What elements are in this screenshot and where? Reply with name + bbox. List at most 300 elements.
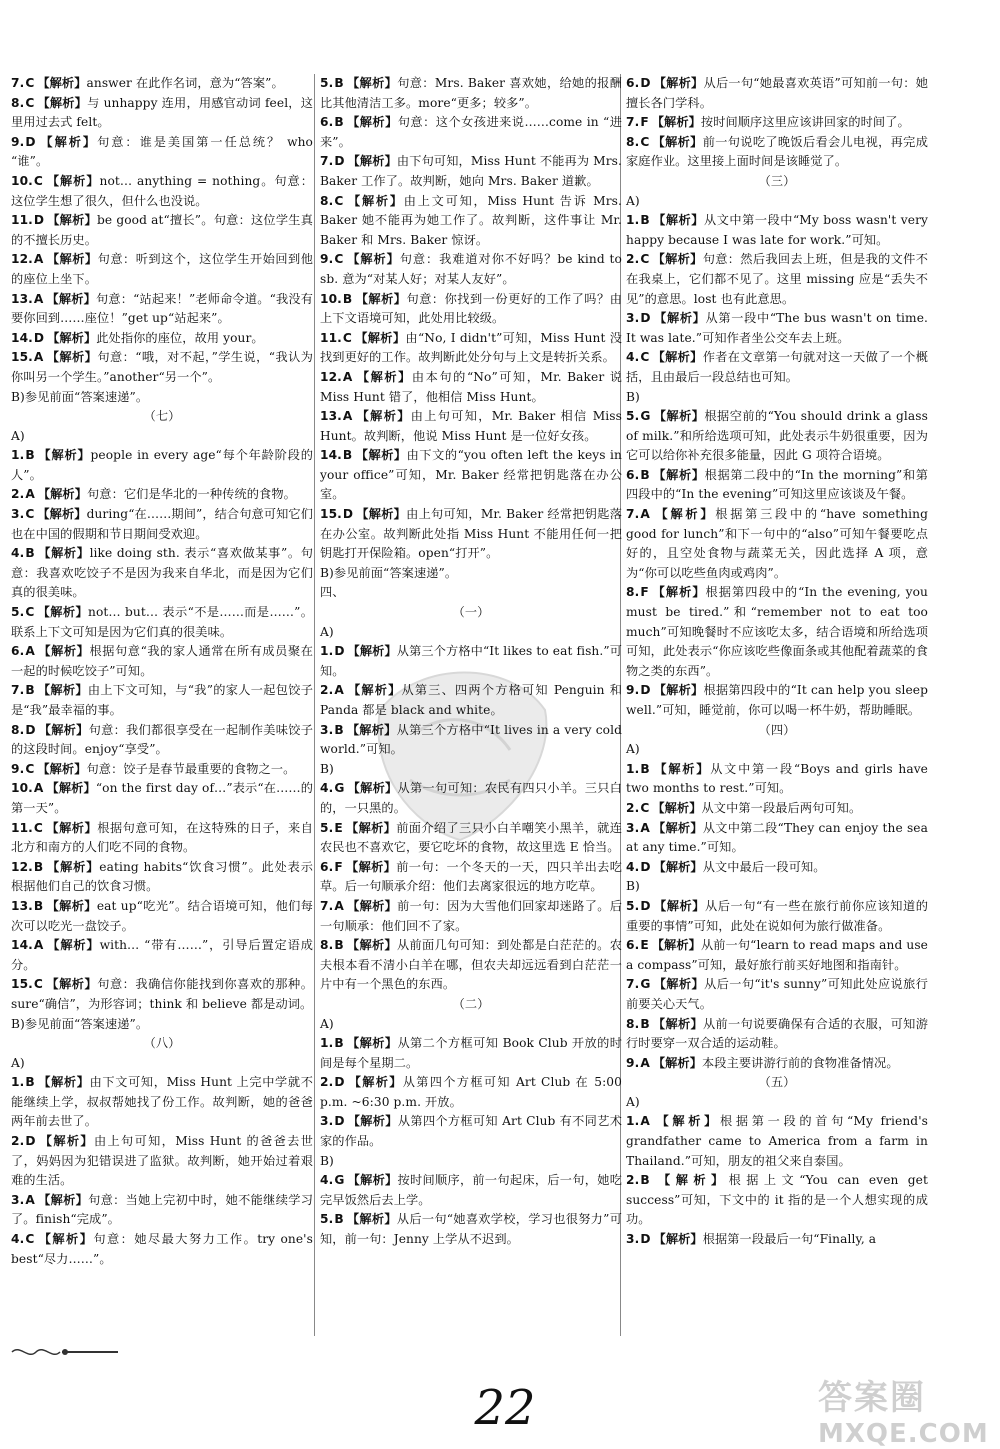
question-number: 3.: [626, 311, 640, 326]
answer-item: [11, 290, 313, 329]
answer-item: [320, 779, 622, 818]
subsection-label: 四、: [320, 585, 345, 600]
question-number: 2.: [626, 800, 640, 815]
answer-item: [626, 466, 928, 505]
answer-item: [11, 505, 313, 544]
question-number: 8.: [626, 134, 640, 149]
analysis-tag: 【解析】: [652, 800, 702, 815]
answer-letter: F: [334, 859, 343, 874]
analysis-text: 前一句说吃了晚饭后看会儿电视，再完成家庭作业。这里接上面时间是该睡觉了。: [626, 134, 928, 169]
question-number: 3.: [626, 1232, 640, 1247]
question-number: 6.: [626, 467, 640, 482]
answer-item: [11, 681, 313, 720]
answer-item: [11, 721, 313, 760]
question-number: 13.: [11, 898, 33, 913]
analysis-tag: 【解析】: [651, 115, 701, 130]
analysis-text: 根据句意可知，在这特殊的日子，来自北方和南方的人们吃不同的食物。: [11, 820, 313, 855]
answer-item: [11, 897, 313, 936]
analysis-text: 句意：饺子是春节最重要的食物之一。: [86, 761, 296, 776]
answer-letter: A: [33, 350, 44, 365]
answer-letter: D: [342, 507, 354, 522]
answer-letter: B: [33, 898, 44, 913]
analysis-text: 句意：我难道对你不好吗？be kind to sb. 意为“对某人好；对某人友好”。: [320, 252, 622, 286]
analysis-text: 根据第四段中的“It can help you sleep well.”可知，睡觉前，你可以喝一杯牛奶，帮助睡眠。: [626, 683, 928, 717]
analysis-tag: 【解析】: [346, 722, 397, 737]
answer-letter: A: [640, 820, 650, 835]
answer-item: [626, 799, 928, 819]
answer-letter: C: [640, 350, 650, 365]
question-number: 7.: [626, 115, 640, 130]
question-number: 7.: [11, 683, 25, 698]
question-number: 3.: [11, 507, 25, 522]
answer-item: [11, 819, 313, 858]
analysis-tag: 【解析】: [345, 859, 397, 874]
answer-letter: A: [640, 1114, 650, 1129]
answer-letter: C: [334, 193, 344, 208]
question-number: 1.: [320, 1036, 334, 1051]
answer-item: [320, 642, 622, 681]
answer-item: [626, 74, 928, 113]
analysis-text: 句意：她尽最大努力工作。try one's best“尽力……”。: [11, 1232, 313, 1266]
subsection-label: B): [626, 389, 640, 404]
answer-item: [626, 309, 928, 348]
answer-letter: D: [334, 1075, 345, 1090]
answer-item: [11, 975, 313, 1014]
answer-letter: C: [640, 800, 650, 815]
analysis-tag: 【解析】: [651, 938, 701, 953]
analysis-text: 根据第二段中的“In the morning”和第四段中的“In the evening”可知这里应该谈及午餐。: [626, 467, 928, 502]
analysis-text: 由上句可知，Miss Hunt 的爸爸去世了，妈妈因为犯错误进了监狱。故判断，她开始过着艰难的生活。: [11, 1134, 313, 1188]
subsection-label: B)参见前面“答案速递”。: [320, 565, 458, 580]
analysis-text: eating habits“饮食习惯”。此处表示根据他们自己的饮食习惯。: [11, 859, 313, 894]
answer-item: [11, 1230, 313, 1269]
answer-item: [11, 1073, 313, 1132]
analysis-text: 从第一句可知：农民有四只小羊。三只白的，一只黑的。: [320, 781, 622, 815]
question-number: 8.: [11, 95, 25, 110]
analysis-text: 由上句可知，Mr. Baker 相信 Miss Hunt。故判断，他说 Miss Hunt 是一位好女孩。: [320, 409, 622, 443]
section-heading: （三）: [758, 173, 796, 188]
subsection-label: A): [320, 624, 334, 639]
answer-item: [11, 858, 313, 897]
analysis-text: 由下句可知，Miss Hunt 不能再为 Mrs. Baker 工作了。故判断，她向 Mrs. Baker 道歉。: [320, 154, 622, 188]
analysis-tag: 【解析】: [37, 761, 87, 776]
answer-letter: C: [342, 330, 352, 345]
decorative-flourish-icon: [10, 1344, 120, 1360]
answer-letter: C: [25, 605, 35, 620]
question-number: 9.: [11, 134, 25, 149]
analysis-tag: 【解析】: [38, 134, 98, 149]
analysis-tag: 【解析】: [37, 546, 90, 561]
analysis-tag: 【解析】: [653, 1232, 703, 1247]
question-number: 4.: [626, 859, 640, 874]
question-number: 3.: [320, 1114, 334, 1129]
analysis-text: 根据第一段的首句“My friend's grandfather came to America from a farm in Thailand.”可知，朋友的祖父来自泰国。: [626, 1114, 928, 1168]
analysis-text: 从第三个方格中“It lives in a very cold world.”可知。: [320, 722, 623, 757]
analysis-tag: 【解析】: [345, 820, 397, 835]
analysis-tag: 【解析】: [346, 76, 398, 90]
analysis-tag: 【解析】: [347, 1114, 398, 1129]
answer-letter: D: [33, 213, 45, 228]
analysis-tag: 【解析】: [37, 1075, 90, 1090]
analysis-tag: 【解析】: [346, 193, 404, 208]
analysis-text: 根据空前的“You should drink a glass of milk.”和所给选项可知，此处表示牛奶很重要，因为它可以给你补充很多能量，因此 G 项符合语境。: [626, 409, 929, 463]
question-number: 8.: [320, 938, 334, 953]
subsection-label: A): [626, 1094, 640, 1109]
answer-item: [320, 74, 622, 113]
answer-item: [320, 446, 622, 505]
answer-letter: D: [640, 76, 651, 90]
answer-letter: B: [25, 546, 35, 561]
question-number: 5.: [626, 898, 640, 913]
analysis-text: like doing sth. 表示“喜欢做某事”。句意：我喜欢吃饺子不是因为我来自华北，而是因为它们真的很美味。: [11, 546, 313, 600]
analysis-tag: 【解析】: [653, 898, 705, 913]
question-number: 1.: [320, 644, 334, 659]
analysis-text: 从文中第一段“Boys and girls have two months to rest.”可知。: [626, 761, 928, 796]
answer-item: [320, 681, 622, 720]
analysis-tag: 【解析】: [652, 252, 703, 267]
answer-item: [11, 250, 313, 289]
answer-letter: B: [25, 448, 35, 463]
analysis-tag: 【解析】: [653, 409, 705, 424]
analysis-tag: 【解析】: [346, 683, 402, 698]
answer-item: [626, 760, 928, 799]
answer-letter: B: [334, 1212, 344, 1227]
answer-item: [626, 858, 928, 878]
analysis-tag: 【解析】: [45, 820, 98, 835]
analysis-tag: 【解析】: [37, 1192, 89, 1207]
answer-item: [320, 897, 622, 936]
question-number: 14.: [11, 938, 33, 953]
answer-letter: B: [334, 1036, 344, 1051]
answer-letter: D: [640, 1232, 651, 1247]
analysis-text: “on the first day of…”表示“在……的第一天”。: [11, 781, 313, 815]
section-heading: （八）: [143, 1036, 181, 1051]
analysis-tag: 【解析】: [346, 115, 398, 130]
answer-item: [320, 858, 622, 897]
analysis-text: 由上下文可知，与“我”的家人一起包饺子是“我”最幸福的事。: [11, 683, 313, 717]
analysis-tag: 【解析】: [355, 409, 411, 424]
answer-letter: B: [640, 1173, 650, 1188]
question-number: 2.: [11, 1134, 25, 1149]
answer-letter: F: [640, 115, 649, 130]
answer-letter: A: [334, 898, 344, 913]
question-number: 3.: [626, 820, 640, 835]
answer-letter: D: [334, 1114, 345, 1129]
answer-letter: C: [25, 761, 35, 776]
question-number: 2.: [626, 252, 640, 267]
analysis-text: 句意：我们都很享受在一起制作美味饺子的这段时间。enjoy“享受”。: [11, 722, 313, 757]
answer-item: [11, 779, 313, 818]
answer-letter: B: [334, 722, 344, 737]
analysis-tag: 【解析】: [347, 154, 397, 169]
subsection-label: A): [626, 193, 640, 208]
answer-column-left: [11, 74, 313, 1269]
question-number: 7.: [626, 977, 640, 992]
question-number: 9.: [626, 683, 640, 698]
answer-letter: F: [640, 585, 649, 600]
question-number: 6.: [626, 76, 640, 90]
answer-letter: G: [640, 409, 651, 424]
question-number: 11.: [11, 213, 33, 228]
answer-letter: G: [334, 1173, 345, 1188]
question-number: 1.: [626, 761, 640, 776]
answer-item: [626, 505, 928, 583]
question-number: 8.: [626, 585, 640, 600]
analysis-tag: 【解析】: [652, 213, 704, 228]
question-number: 5.: [626, 409, 640, 424]
subsection-label: A): [11, 1055, 25, 1070]
analysis-tag: 【解析】: [652, 1055, 703, 1070]
analysis-tag: 【解析】: [653, 977, 705, 992]
question-number: 6.: [320, 859, 334, 874]
answer-item: [626, 1230, 928, 1250]
question-number: 9.: [11, 761, 25, 776]
question-number: 10.: [11, 173, 33, 188]
answer-item: [320, 329, 622, 368]
answer-letter: C: [33, 173, 43, 188]
answer-letter: B: [640, 761, 650, 776]
answer-item: [11, 1132, 313, 1191]
answer-letter: A: [342, 369, 353, 384]
question-number: 4.: [626, 350, 640, 365]
question-number: 9.: [320, 252, 334, 267]
analysis-text: 根据第三段中的“have something good for lunch”和下一句中的“also”可知午餐要吃点好的，且空处食物与蔬菜无关，因此选择 A 项，意为“你可以吃些鱼肉或鸡肉”。: [626, 507, 928, 580]
subsection-label: B): [626, 879, 640, 894]
subsection-label: B)参见前面“答案速递”。: [11, 1016, 149, 1031]
answer-letter: B: [640, 1016, 650, 1031]
analysis-text: 从第四个方框可知 Art Club 在 5:00 p.m. ~6:30 p.m. 开放。: [320, 1075, 622, 1109]
answer-letter: D: [33, 330, 45, 345]
answer-column-middle: [320, 74, 622, 1250]
subsection-label: A): [320, 1016, 334, 1031]
question-number: 5.: [320, 1212, 334, 1227]
analysis-text: 句意：当她上完初中时，她不能继续学习了。finish“完成”。: [11, 1192, 313, 1227]
question-number: 10.: [320, 291, 342, 306]
answer-letter: A: [334, 683, 344, 698]
answer-item: [626, 936, 928, 975]
analysis-text: 此处指你的座位，故用 your。: [96, 330, 264, 345]
subsection-label: A): [11, 428, 25, 443]
analysis-text: 根据上文“You can even get success”可知，下文中的 it 指的是一个人想实现的成功。: [626, 1173, 928, 1227]
answer-item: [11, 446, 313, 485]
analysis-text: 由“No, I didn't”可知，Miss Hunt 没找到更好的工作。故判断此处分句与上文是转折关系。: [320, 330, 622, 365]
analysis-text: not… anything = nothing。句意：这位学生想了很久，但什么也没说。: [11, 173, 313, 208]
analysis-text: 句意：听到这个，这位学生开始回到他的座位上坐下。: [11, 252, 314, 286]
answer-item: [11, 74, 313, 94]
analysis-text: 句意：然后我回去上班，但是我的文件不在我桌上，它们都不见了。这里 missing 应是“丢失不见”的意思。lost 也有此意思。: [626, 252, 928, 306]
answer-item: [11, 211, 313, 250]
analysis-tag: 【解析】: [354, 330, 406, 345]
watermark-url: MXQE.COM: [818, 1419, 989, 1449]
analysis-tag: 【解析】: [652, 134, 703, 149]
answer-item: [626, 583, 928, 681]
answer-item: [11, 94, 313, 133]
answer-item: [320, 721, 622, 760]
analysis-text: 句意：我确信你能找到你喜欢的那种。sure“确信”，为形容词；think 和 believe 都是动词。: [11, 977, 313, 1011]
question-number: 4.: [320, 1173, 334, 1188]
analysis-text: 从前面几句可知：到处都是白茫茫的。农夫根本看不清小白羊在哪，但农夫却远远看到白茫茫一片中有一个黑色的东西。: [320, 938, 622, 992]
answer-letter: B: [640, 213, 650, 228]
analysis-text: 前面介绍了三只小白羊嘲笑小黑羊，就连农民也不喜欢它，要它吃坏的食物，故这里选 E 恰当。: [320, 820, 622, 855]
section-heading: （二）: [452, 996, 490, 1011]
analysis-tag: 【解析】: [37, 683, 88, 698]
analysis-tag: 【解析】: [652, 467, 705, 482]
answer-letter: A: [25, 644, 35, 659]
question-number: 8.: [626, 1016, 640, 1031]
analysis-tag: 【解析】: [46, 859, 100, 874]
analysis-tag: 【解析】: [653, 76, 704, 90]
answer-letter: B: [334, 115, 344, 130]
answer-item: [626, 819, 928, 858]
question-number: 15.: [11, 977, 33, 992]
analysis-text: 从第二个方框可知 Book Club 开放的时间是每个星期二。: [320, 1036, 622, 1070]
question-number: 2.: [320, 683, 334, 698]
question-number: 9.: [626, 1055, 640, 1070]
analysis-tag: 【解析】: [347, 1075, 403, 1090]
question-number: 11.: [11, 820, 33, 835]
analysis-tag: 【解析】: [346, 1212, 397, 1227]
analysis-tag: 【解析】: [38, 1134, 94, 1149]
answer-item: [11, 348, 313, 387]
answer-letter: C: [33, 977, 43, 992]
answer-item: [320, 505, 622, 564]
analysis-tag: 【解析】: [356, 507, 407, 522]
analysis-tag: 【解析】: [355, 291, 407, 306]
answer-letter: D: [334, 154, 345, 169]
analysis-text: 根据第一段最后一句“Finally, a: [702, 1232, 877, 1247]
subsection-label: B): [320, 1153, 334, 1168]
analysis-text: 由上句可知，Mr. Baker 经常把钥匙落在办公室。故判断此处指 Miss Hunt 不能用任何一把钥匙打开保险箱。open“打开”。: [320, 507, 622, 561]
analysis-text: 从后一句“it's sunny”可知此处应说旅行前要关心天气。: [626, 977, 928, 1011]
answer-item: [11, 936, 313, 975]
answer-letter: D: [640, 311, 651, 326]
analysis-text: 根据第四段中的“In the evening, you must be tired.”和“remember not to eat too much”可知晚餐时不应该吃太多，结合语境和所给选项可知，此处表示“你应该吃些像面条或其他配着蔬菜的食物之类的东西”。: [626, 585, 928, 678]
analysis-tag: 【解析】: [347, 644, 397, 659]
answer-item: [320, 1112, 622, 1151]
question-number: 8.: [320, 193, 334, 208]
answer-letter: C: [25, 507, 35, 522]
analysis-tag: 【解析】: [652, 350, 703, 365]
answer-column-right: [626, 74, 928, 1250]
analysis-text: 本段主要讲游行前的食物准备情况。: [702, 1055, 899, 1070]
answer-item: [11, 603, 313, 642]
question-number: 3.: [320, 722, 334, 737]
analysis-text: 从文中第二段“They can enjoy the sea at any time.”可知。: [626, 820, 928, 855]
analysis-text: 从第一段中“The bus wasn't on time. It was late.”可知作者坐公交车去上班。: [626, 311, 928, 345]
analysis-tag: 【解析】: [346, 1036, 398, 1051]
answer-item: [11, 760, 313, 780]
analysis-tag: 【解析】: [355, 369, 412, 384]
analysis-text: 从第三个方格中“It likes to eat fish.”可知。: [320, 644, 622, 678]
analysis-text: 句意：这个女孩进来说……come in “进来”。: [320, 115, 623, 149]
answer-letter: B: [33, 859, 44, 874]
analysis-text: 由下文可知，Miss Hunt 上完中学就不能继续上学，叔叔帮她找了份工作。故判断，她的爸爸两年前去世了。: [11, 1075, 313, 1129]
question-number: 1.: [626, 1114, 640, 1129]
answer-letter: B: [25, 1075, 35, 1090]
analysis-text: people in every age“每个年龄阶段的人”。: [11, 448, 313, 482]
analysis-text: 与 unhappy 连用，用感官动词 feel，这里用过去式 felt。: [11, 95, 313, 130]
analysis-text: 前一句：因为大雪他们回家却迷路了。后一句顺承：他们回不了家。: [320, 898, 622, 933]
answer-item: [626, 1112, 928, 1171]
analysis-tag: 【解析】: [47, 330, 97, 345]
analysis-tag: 【解析】: [652, 820, 703, 835]
analysis-text: 按时间顺序，前一句起床，后一句，她吃完早饭然后去上学。: [320, 1173, 622, 1207]
answer-letter: G: [334, 781, 345, 796]
analysis-text: 从文中第一段中“My boss wasn't very happy because I was late for work.”可知。: [626, 213, 928, 247]
analysis-text: 句意：谁是美国第一任总统？ who “谁”。: [11, 134, 313, 169]
answer-letter: B: [25, 683, 35, 698]
answer-letter: D: [640, 683, 651, 698]
analysis-text: 从后一句“有一些在旅行前你应该知道的重要的事情”可知，此处在说如何为旅行做准备。: [626, 898, 929, 933]
question-number: 1.: [11, 448, 25, 463]
analysis-tag: 【解析】: [652, 1016, 703, 1031]
question-number: 7.: [320, 898, 334, 913]
question-number: 2.: [320, 1075, 334, 1090]
answer-letter: D: [640, 859, 651, 874]
analysis-tag: 【解析】: [46, 781, 96, 796]
answer-item: [320, 819, 622, 858]
analysis-text: not… but… 表示“不是……而是……”。联系上下文可知是因为它们真的很美味。: [11, 605, 313, 639]
question-number: 14.: [11, 330, 33, 345]
answer-item: [626, 348, 928, 387]
question-number: 5.: [11, 605, 25, 620]
analysis-tag: 【解析】: [37, 507, 87, 522]
answer-letter: C: [25, 76, 35, 90]
analysis-tag: 【解析】: [653, 683, 704, 698]
question-number: 14.: [320, 448, 342, 463]
analysis-tag: 【解析】: [37, 76, 87, 90]
analysis-tag: 【解析】: [653, 859, 703, 874]
section-heading: （五）: [758, 1075, 796, 1090]
analysis-text: 句意：你找到一份更好的工作了吗？由上下文语境可知，此处用比较级。: [320, 291, 622, 326]
question-number: 2.: [11, 487, 25, 502]
analysis-text: 从文中第一段最后两句可知。: [701, 800, 862, 815]
question-number: 15.: [320, 507, 342, 522]
subsection-label: B)参见前面“答案速递”。: [11, 389, 149, 404]
answer-letter: C: [25, 95, 35, 110]
answer-item: [320, 1073, 622, 1112]
answer-letter: E: [640, 938, 649, 953]
answer-item: [320, 368, 622, 407]
question-number: 4.: [320, 781, 334, 796]
analysis-text: 从后一句“她喜欢学校，学习也很努力”可知，前一句：Jenny 上学从不迟到。: [320, 1212, 622, 1247]
analysis-tag: 【解析】: [652, 1173, 729, 1188]
answer-letter: C: [334, 252, 344, 267]
question-number: 12.: [11, 252, 33, 267]
analysis-tag: 【解析】: [652, 761, 711, 776]
answer-item: [320, 1171, 622, 1210]
answer-item: [320, 1210, 622, 1249]
analysis-text: 从后一句“她最喜欢英语”可知前一句：她擅长各门学科。: [626, 76, 928, 110]
analysis-text: 从第四个方框可知 Art Club 有不同艺术家的作品。: [320, 1114, 622, 1149]
answer-item: [626, 407, 928, 466]
answer-item: [626, 1015, 928, 1054]
analysis-tag: 【解析】: [346, 938, 397, 953]
answer-item: [626, 1171, 928, 1230]
answer-letter: C: [25, 1232, 35, 1247]
analysis-text: 句意：“哦，对不起，”学生说，“我认为你叫另一个学生。”another“另一个”。: [11, 350, 313, 384]
question-number: 4.: [11, 546, 25, 561]
answer-item: [320, 152, 622, 191]
answer-letter: D: [640, 898, 651, 913]
analysis-text: 从第三、四两个方格可知 Penguin 和 Panda 都是 black and white。: [320, 683, 622, 717]
section-heading: （一）: [452, 605, 490, 620]
answer-letter: D: [25, 1134, 36, 1149]
subsection-label: A): [626, 742, 640, 757]
column-divider: [314, 74, 315, 1336]
analysis-tag: 【解析】: [37, 487, 88, 502]
question-number: 1.: [626, 213, 640, 228]
